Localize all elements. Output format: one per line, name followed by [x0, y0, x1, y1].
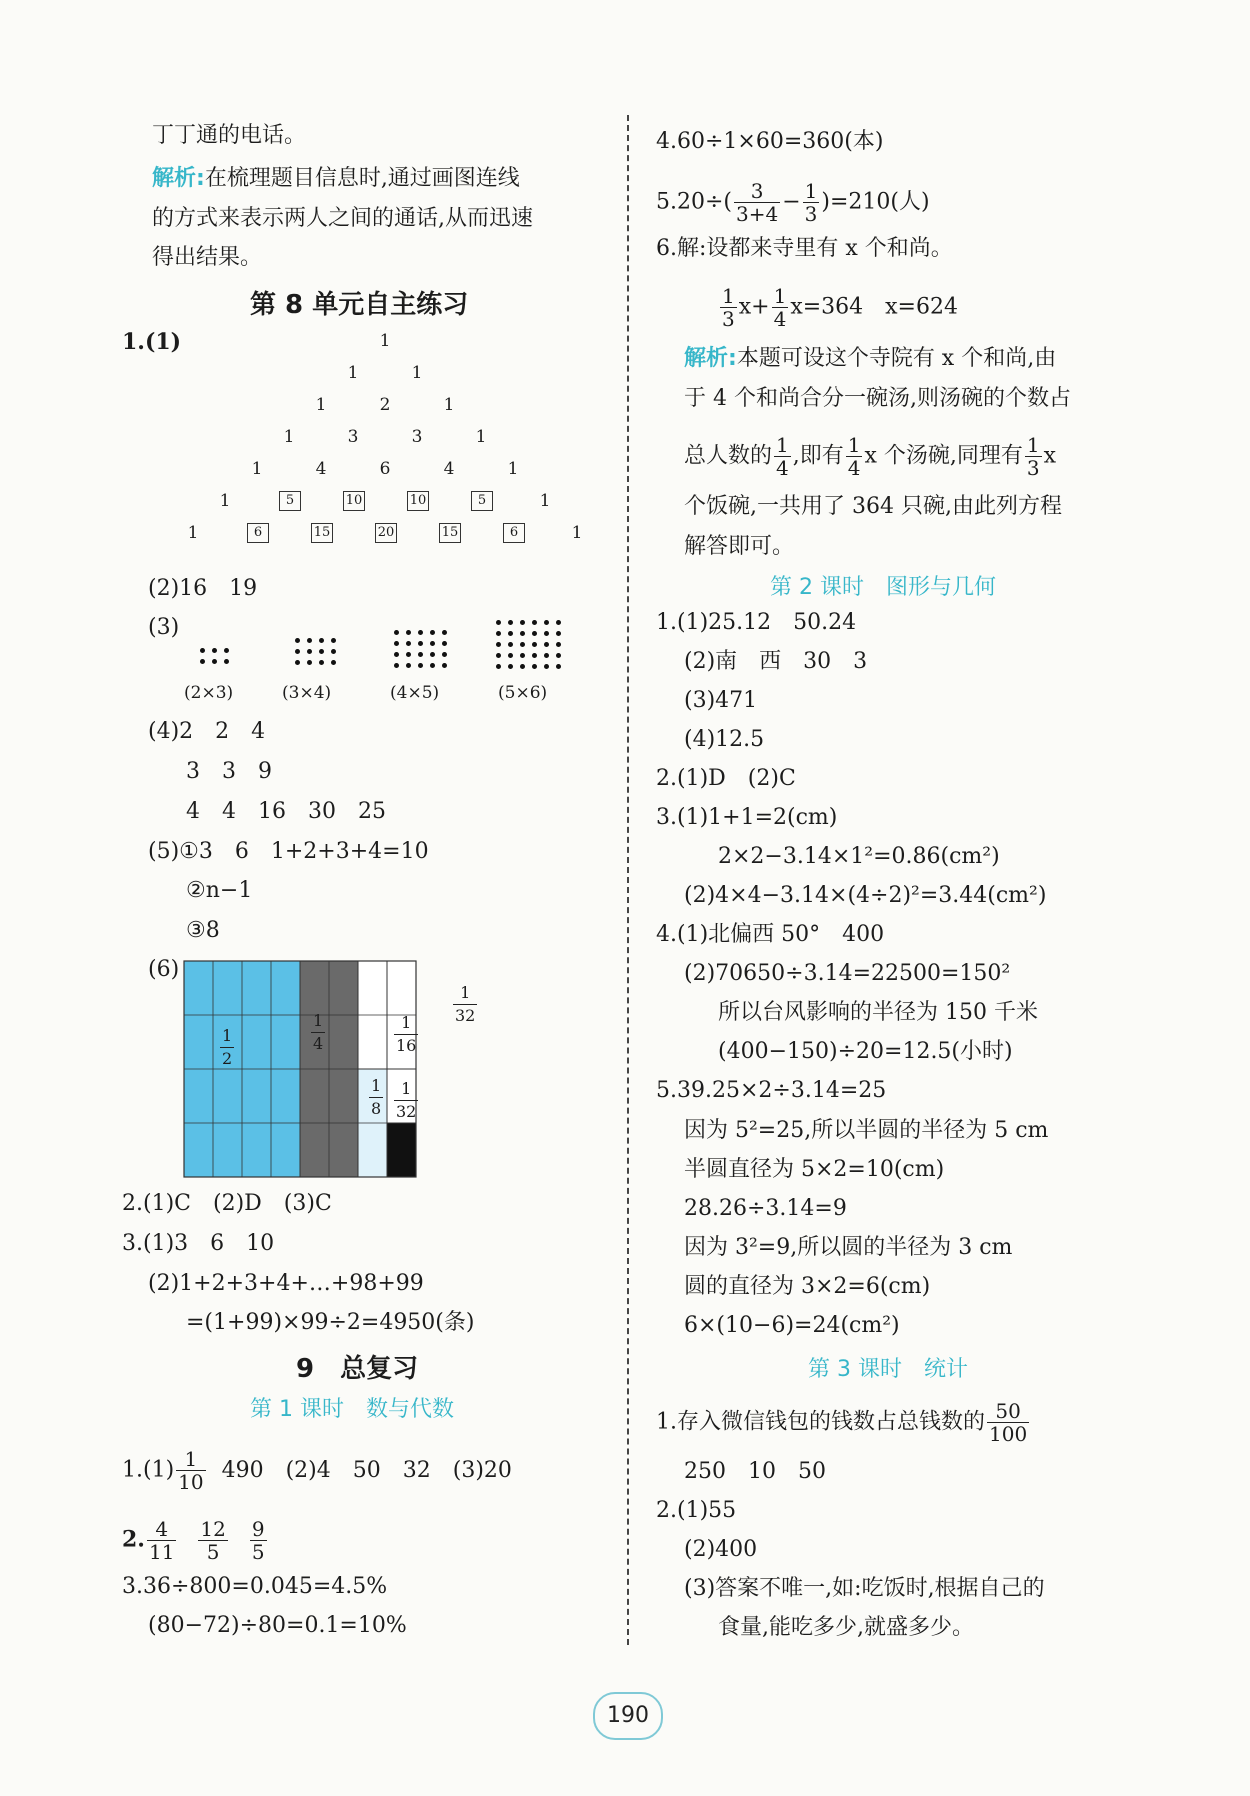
triangle-number: 3: [347, 427, 359, 447]
answer-line: 所以台风影响的半径为 150 千米: [718, 1000, 1038, 1025]
page-number: 190: [593, 1692, 663, 1740]
dot: [496, 631, 501, 636]
analysis-line: [684, 345, 1056, 373]
fraction: $\frac{1}{4}$: [776, 433, 789, 480]
dot: [406, 663, 411, 668]
triangle-number: 1: [187, 523, 199, 543]
answer-line: (3): [148, 615, 180, 640]
dot: [556, 631, 561, 636]
triangle-number: 1: [347, 363, 359, 383]
answer-line: (3)471: [684, 688, 758, 713]
fraction: $\frac{50}{100}$: [989, 1399, 1028, 1446]
dot: [418, 652, 423, 657]
dot: [544, 620, 549, 625]
answer-line: 250 10 50: [684, 1459, 826, 1484]
analysis-label: 解析:: [684, 346, 737, 371]
answer-line: (4)12.5: [684, 727, 765, 752]
fraction-thirtysecond-outside: 1 32: [455, 983, 476, 1025]
triangle-number: 1: [283, 427, 295, 447]
lesson-title: 第 2 课时 图形与几何: [770, 575, 996, 600]
dot: [331, 660, 336, 665]
dot: [406, 652, 411, 657]
dot: [520, 642, 525, 647]
analysis-label: 解析:: [152, 166, 205, 191]
dot: [508, 653, 513, 658]
dot: [532, 631, 537, 636]
dot: [496, 653, 501, 658]
dot: [200, 659, 205, 664]
answer-line: 4 4 16 30 25: [186, 799, 386, 824]
dot: [556, 620, 561, 625]
dot: [295, 649, 300, 654]
fraction-square-diagram: [183, 960, 483, 1180]
triangle-number: 1: [379, 331, 391, 351]
triangle-boxed-number: 15: [311, 523, 333, 543]
answer-line: 3.36÷800=0.045=4.5%: [122, 1574, 388, 1599]
dot: [331, 638, 336, 643]
analysis-line: [152, 165, 520, 193]
triangle-number: 1: [411, 363, 423, 383]
remaining-region: [387, 1123, 416, 1177]
answer-line: 28.26÷3.14=9: [684, 1196, 847, 1221]
dot: [212, 659, 217, 664]
answer-line: [122, 328, 181, 357]
dot: [418, 663, 423, 668]
fraction: $\frac{4}{11}$: [148, 1517, 175, 1564]
triangle-boxed-number: 20: [375, 523, 397, 543]
triangle-boxed-number: 10: [407, 491, 429, 511]
triangle-number: 1: [315, 395, 327, 415]
fraction: $\frac{1}{10}$: [178, 1447, 204, 1494]
dot: [544, 653, 549, 658]
answer-line: (2)1+2+3+4+…+98+99: [148, 1271, 424, 1296]
fraction-sixteenth: 1 16: [396, 1013, 417, 1055]
dot: [556, 653, 561, 658]
dot: [508, 620, 513, 625]
dot: [394, 652, 399, 657]
answer-line: 半圆直径为 5×2=10(cm): [684, 1157, 945, 1182]
dot: [418, 630, 423, 635]
answer-line: ②n−1: [186, 878, 253, 903]
triangle-number: 1: [219, 491, 231, 511]
triangle-boxed-number: 15: [439, 523, 461, 543]
dot: [319, 660, 324, 665]
answer-line: (2)南 西 30 3: [684, 649, 868, 674]
fraction: $\frac{1}{3}$: [804, 179, 818, 226]
answer-line: (2)4×4−3.14×(4÷2)²=3.44(cm²): [684, 883, 1047, 908]
analysis-text: 解答即可。: [684, 534, 795, 559]
dot: [544, 642, 549, 647]
dot: [430, 641, 435, 646]
fraction: $\frac{3}{3+4}$: [736, 179, 779, 226]
dot: [394, 641, 399, 646]
answer-line: [122, 1190, 332, 1218]
triangle-number: 4: [443, 459, 455, 479]
dot: [442, 663, 447, 668]
answer-line: (5)①3 6 1+2+3+4=10: [148, 839, 429, 864]
answer-line: 圆的直径为 3×2=6(cm): [684, 1274, 931, 1299]
analysis-text: 于 4 个和尚合分一碗汤,则汤碗的个数占: [684, 386, 1071, 411]
triangle-number: 1: [443, 395, 455, 415]
dot: [307, 638, 312, 643]
dot: [532, 620, 537, 625]
fraction: $\frac{9}{5}$: [251, 1517, 265, 1564]
fraction-half: 1 2: [222, 1026, 233, 1068]
fraction: $\frac{1}{3}$: [722, 284, 735, 331]
answer-line: 4.60÷1×60=360(本): [656, 129, 884, 154]
dot: [319, 638, 324, 643]
fraction-thirtysecond: 1 32: [396, 1079, 417, 1121]
analysis-line: 总人数的 $\frac{1}{4}$ ,即有 $\frac{1}{4}$ x 个汤碗,同理有 $\frac{1}{3}$ x: [684, 433, 1057, 480]
answer-line: 2.(1)D (2)C: [656, 766, 796, 791]
analysis-text: 个饭碗,一共用了 364 只碗,由此列方程: [684, 494, 1062, 519]
answer-line: 2×2−3.14×1²=0.86(cm²): [718, 844, 1000, 869]
review-title: 9 总复习: [296, 1354, 419, 1384]
dot: [319, 649, 324, 654]
dot: [430, 663, 435, 668]
dot: [556, 642, 561, 647]
dot: [496, 620, 501, 625]
answer-line: 食量,能吃多少,就盛多少。: [718, 1615, 974, 1640]
lesson-title: 第 3 课时 统计: [808, 1357, 968, 1382]
dot: [200, 648, 205, 653]
answer-line: 1.存入微信钱包的钱数占总钱数的 $\frac{50}{100}$: [656, 1399, 1028, 1446]
triangle-boxed-number: 5: [279, 491, 301, 511]
dot: [508, 664, 513, 669]
question-number: 2.: [122, 1526, 145, 1553]
dot: [307, 649, 312, 654]
dot: [307, 660, 312, 665]
dot: [430, 630, 435, 635]
answer-line: (400−150)÷20=12.5(小时): [718, 1039, 1013, 1064]
column-divider: [627, 115, 629, 1645]
answer-line: 5.39.25×2÷3.14=25: [656, 1078, 887, 1103]
dot: [212, 648, 217, 653]
triangle-boxed-number: 10: [343, 491, 365, 511]
answer-line: (2)400: [684, 1537, 758, 1562]
triangle-boxed-number: 6: [503, 523, 525, 543]
dot: [224, 648, 229, 653]
dot: [508, 631, 513, 636]
answer-line: [122, 1518, 269, 1563]
dot: [406, 630, 411, 635]
dot-caption: (2×3): [184, 683, 234, 703]
answer-line: 2.(1)55: [656, 1498, 737, 1523]
answer-line: ③8: [186, 918, 220, 943]
answer-line: (2)16 19: [148, 576, 258, 601]
triangle-number: 1: [571, 523, 583, 543]
fraction: $\frac{1}{4}$: [773, 284, 787, 331]
dot: [520, 620, 525, 625]
dot: [532, 664, 537, 669]
answer-line: 1.(1)25.12 50.24: [656, 610, 857, 635]
triangle-number: 1: [539, 491, 551, 511]
dot: [331, 649, 336, 654]
answer-line: 因为 3²=9,所以圆的半径为 3 cm: [684, 1235, 1013, 1260]
triangle-number: 1: [507, 459, 519, 479]
triangle-number: 1: [251, 459, 263, 479]
analysis-text: 在梳理题目信息时,通过画图连线: [204, 166, 520, 191]
answer-line: (4)2 2 4: [148, 719, 266, 744]
answer-line: 6.解:设都来寺里有 x 个和尚。: [656, 236, 953, 261]
dot: [532, 653, 537, 658]
dot: [224, 659, 229, 664]
triangle-number: 6: [379, 459, 391, 479]
answer-line: (3)答案不唯一,如:吃饭时,根据自己的: [684, 1576, 1045, 1601]
dot: [520, 653, 525, 658]
dot: [295, 638, 300, 643]
fraction-eighth: 1 8: [371, 1076, 382, 1118]
dot: [520, 631, 525, 636]
dot: [394, 630, 399, 635]
triangle-number: 3: [411, 427, 423, 447]
answer-line: 3.(1)1+1=2(cm): [656, 805, 838, 830]
question-number: 1.(1): [122, 329, 182, 355]
answer-line: (2)70650÷3.14=22500=150²: [684, 961, 1011, 986]
answer-line: 4.(1)北偏西 50° 400: [656, 922, 885, 947]
dot-caption: (4×5): [390, 683, 440, 703]
fraction: $\frac{1}{4}$: [847, 433, 861, 480]
dot: [544, 664, 549, 669]
dot: [496, 664, 501, 669]
dot: [508, 642, 513, 647]
fraction: $\frac{12}{5}$: [200, 1517, 226, 1564]
answer-line: 5.20÷( $\frac{3}{3+4}$ − $\frac{1}{3}$ )=210(人): [656, 179, 930, 226]
dot: [295, 660, 300, 665]
answer-line: 因为 5²=25,所以半圆的半径为 5 cm: [684, 1118, 1049, 1143]
triangle-boxed-number: 5: [471, 491, 493, 511]
dot: [556, 664, 561, 669]
analysis-text: 得出结果。: [152, 245, 263, 270]
dot: [520, 664, 525, 669]
triangle-number: 1: [475, 427, 487, 447]
triangle-number: 4: [315, 459, 327, 479]
dot: [496, 642, 501, 647]
dot: [394, 663, 399, 668]
dot: [406, 641, 411, 646]
dot-caption: (3×4): [282, 683, 332, 703]
answer-line: (80−72)÷80=0.1=10%: [148, 1613, 407, 1638]
answer-line: 3.(1)3 6 10: [122, 1231, 275, 1256]
answer-line: 6×(10−6)=24(cm²): [684, 1313, 900, 1338]
answer-text: 2.(1)C (2)D (3)C: [122, 1191, 332, 1216]
text-line: 丁丁通的电话。: [152, 123, 307, 148]
analysis-text: 的方式来表示两人之间的通话,从而迅速: [152, 206, 533, 231]
dot: [430, 652, 435, 657]
answer-line: =(1+99)×99÷2=4950(条): [186, 1310, 475, 1335]
dot: [532, 642, 537, 647]
dot: [418, 641, 423, 646]
answer-line: 3 3 9: [186, 759, 272, 784]
dot-caption: (5×6): [498, 683, 548, 703]
answer-text: 1.(1): [122, 1457, 175, 1483]
dot: [442, 630, 447, 635]
dot: [544, 631, 549, 636]
fraction: $\frac{1}{3}$: [1026, 433, 1040, 480]
triangle-number: 2: [379, 395, 391, 415]
answer-text: 490 (2)4 50 32 (3)20: [221, 1457, 512, 1483]
dot: [442, 652, 447, 657]
answer-line: (6): [148, 957, 180, 982]
equation-line: $\frac{1}{3}$ x+ $\frac{1}{4}$ x=364 x=624: [722, 284, 958, 331]
analysis-text: 本题可设这个寺院有 x 个和尚,由: [736, 346, 1057, 371]
lesson-title: 第 1 课时 数与代数: [250, 1397, 454, 1422]
triangle-boxed-number: 6: [247, 523, 269, 543]
unit-title: 第 8 单元自主练习: [250, 290, 469, 320]
fraction-quarter: 1 4: [313, 1011, 324, 1053]
dot: [442, 641, 447, 646]
answer-line: [122, 1448, 512, 1493]
